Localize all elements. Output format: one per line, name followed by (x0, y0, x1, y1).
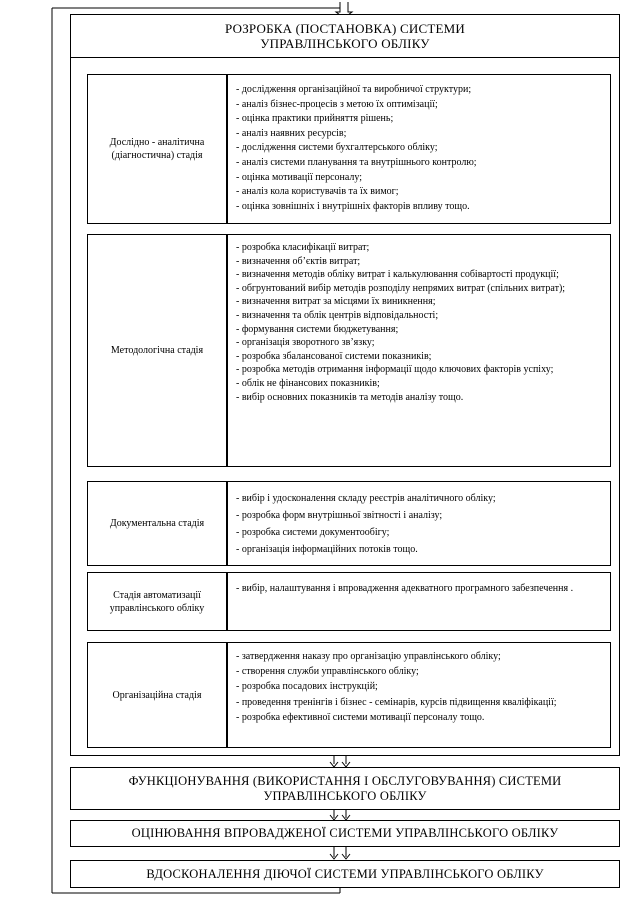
stage-items-documentary (227, 481, 611, 566)
stage-label-organizational (87, 642, 227, 748)
development-title (70, 14, 620, 58)
phase-functioning-line1: ФУНКЦІОНУВАННЯ (ВИКОРИСТАННЯ І ОБСЛУГОВУВАННЯ) СИСТЕМИ (128, 773, 562, 788)
stage-items-organizational (227, 642, 611, 748)
list-item: - аналіз системи планування та внутрішнього контролю; (236, 156, 477, 168)
phase-evaluation (70, 820, 620, 847)
list-item: - оцінка мотивації персоналу; (236, 171, 363, 183)
list-item: - організація зворотного зв’язку; (236, 337, 375, 349)
list-item: - розробка методів отримання інформації щодо ключових факторів успіху; (236, 364, 554, 376)
stage-label-text: Документальна стадія (109, 518, 205, 529)
list-item: - формування системи бюджетування; (236, 323, 399, 335)
stage-label-text: Стадія автоматизації управлінського обліку (109, 589, 205, 614)
phase-improvement-line1: ВДОСКОНАЛЕННЯ ДІЮЧОЇ СИСТЕМИ УПРАВЛІНСЬКОГО ОБЛІКУ (146, 866, 544, 881)
development-title-line2: УПРАВЛІНСЬКОГО ОБЛІКУ (260, 36, 430, 51)
phase-functioning-line2: УПРАВЛІНСЬКОГО ОБЛІКУ (263, 788, 427, 803)
stage-label-methodological (87, 234, 227, 467)
list-item: - організація інформаційних потоків тощо. (236, 544, 418, 555)
list-item: - оцінка зовнішніх і внутрішніх факторів впливу тощо. (236, 200, 470, 212)
stage-label-automation (87, 572, 227, 631)
list-item: - визначення витрат за місцями їх виникнення; (236, 296, 436, 308)
list-item: - визначення методів обліку витрат і калькулювання собівартості продукції; (236, 269, 559, 281)
list-item: - розробка класифікації витрат; (236, 242, 370, 253)
list-item: - обгрунтований вибір методів розподілу непрямих витрат (спільних витрат); (236, 282, 566, 294)
stage-label-text: Дослідно - аналітична (діагностична) стадія (109, 137, 205, 161)
list-item: - визначення об’єктів витрат; (236, 255, 361, 267)
list-item: - аналіз бізнес-процесів з метою їх оптимізації; (236, 98, 438, 110)
stage-items-diagnostic (227, 74, 611, 224)
development-title-line1: РОЗРОБКА (ПОСТАНОВКА) СИСТЕМИ (225, 21, 465, 36)
list-item: - затвердження наказу про організацію управлінського обліку; (236, 651, 501, 662)
list-item: - дослідження системи бухгалтерського обліку; (236, 142, 438, 154)
list-item: - аналіз наявних ресурсів; (236, 127, 347, 139)
list-item: - вибір, налаштування і впровадження адекватного програмного забезпечення . (236, 583, 574, 594)
list-item: - розробка системи документообігу; (236, 527, 390, 538)
stage-label-text: Методологічна стадія (110, 345, 204, 356)
list-item: - створення служби управлінського обліку; (236, 666, 419, 678)
stage-label-text: Організаційна стадія (112, 689, 202, 701)
list-item: - оцінка практики прийняття рішень; (236, 113, 394, 125)
list-item: - вибір основних показників та методів аналізу тощо. (236, 391, 464, 403)
list-item: - розробка збалансованої системи показників; (236, 350, 432, 362)
list-item: - облік не фінансових показників; (236, 377, 380, 389)
list-item: - проведення тренінгів і бізнес - семінарів, курсів підвищення кваліфікації; (236, 696, 557, 708)
list-item: - визначення та облік центрів відповідальності; (236, 309, 439, 321)
list-item: - розробка ефективної системи мотивації персоналу тощо. (236, 711, 485, 723)
list-item: - дослідження організаційної та виробничої структури; (236, 84, 472, 95)
stage-label-documentary (87, 481, 227, 566)
phase-functioning (70, 767, 620, 810)
list-item: - розробка посадових інструкцій; (236, 681, 378, 693)
stage-items-methodological (227, 234, 611, 467)
stage-label-diagnostic (87, 74, 227, 224)
phase-evaluation-line1: ОЦІНЮВАННЯ ВПРОВАДЖЕНОЇ СИСТЕМИ УПРАВЛІНСЬКОГО ОБЛІКУ (131, 826, 559, 840)
list-item: - розробка форм внутрішньої звітності і аналізу; (236, 510, 443, 521)
phase-improvement (70, 860, 620, 888)
list-item: - вибір і удосконалення складу реєстрів аналітичного обліку; (236, 493, 496, 504)
list-item: - аналіз кола користувачів та їх вимог; (236, 186, 399, 198)
stage-items-automation (227, 572, 611, 631)
